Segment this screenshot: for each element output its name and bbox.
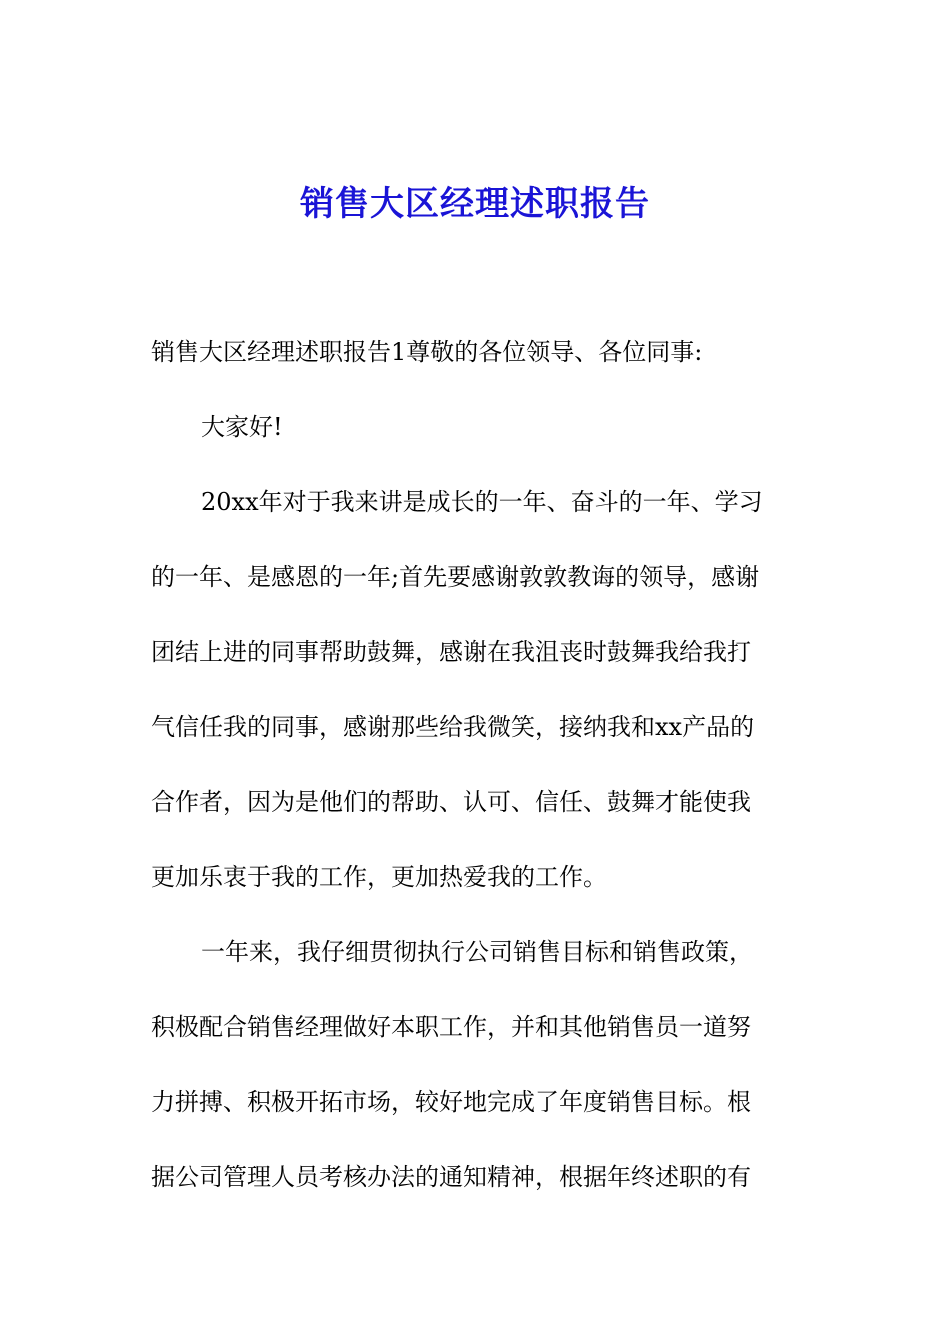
body-line: 气信任我的同事，感谢那些给我微笑，接纳我和xx产品的 (151, 713, 755, 741)
body-line: 团结上进的同事帮助鼓舞，感谢在我沮丧时鼓舞我给我打 (151, 638, 751, 666)
body-line: 一年来，我仔细贯彻执行公司销售目标和销售政策， (201, 938, 753, 966)
body-line: 合作者，因为是他们的帮助、认可、信任、鼓舞才能使我 (151, 788, 751, 816)
body-line: 更加乐衷于我的工作，更加热爱我的工作。 (151, 863, 607, 891)
body-line: 大家好! (201, 413, 283, 441)
document-body (151, 330, 803, 1230)
body-line: 销售大区经理述职报告1尊敬的各位领导、各位同事: (151, 338, 703, 366)
body-line: 力拼搏、积极开拓市场，较好地完成了年度销售目标。根 (151, 1088, 751, 1116)
body-line: 的一年、是感恩的一年;首先要感谢敦敦教诲的领导，感谢 (151, 563, 760, 591)
body-line: 20xx年对于我来讲是成长的一年、奋斗的一年、学习 (201, 488, 763, 516)
document-title: 销售大区经理述职报告 (300, 184, 650, 224)
body-line: 积极配合销售经理做好本职工作，并和其他销售员一道努 (151, 1013, 751, 1041)
body-line: 据公司管理人员考核办法的通知精神，根据年终述职的有 (151, 1163, 751, 1191)
